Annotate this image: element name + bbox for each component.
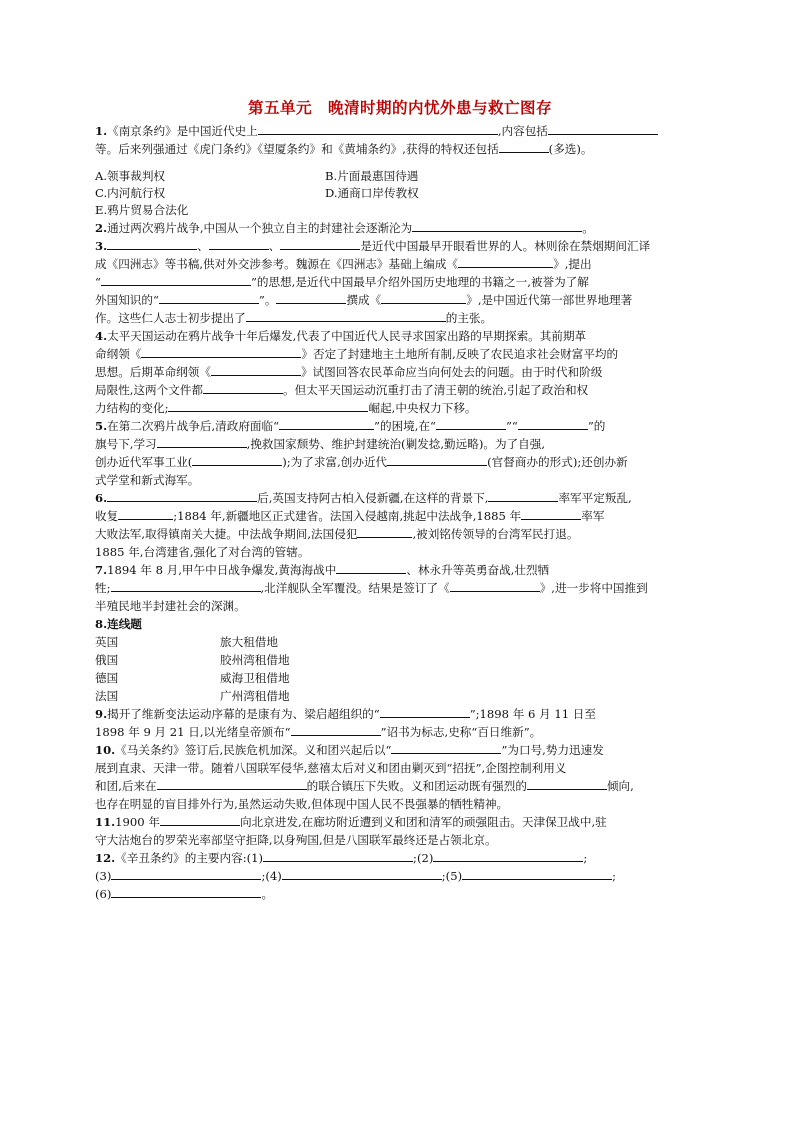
question-text: 》,进一步将中国推到	[539, 581, 648, 595]
page-title: 第五单元 晚清时期的内忧外患与救亡图存	[247, 98, 552, 117]
question-text: 在第二次鸦片战争后,清政府面临“	[107, 419, 280, 433]
question-text: 。	[582, 221, 594, 235]
match-right-item[interactable]: 旅大租借地	[220, 635, 278, 649]
answer-blank[interactable]	[499, 140, 549, 153]
answer-blank[interactable]	[276, 291, 346, 304]
option-e[interactable]: E.鸦片贸易合法化	[95, 203, 189, 217]
question-text: 。	[261, 887, 274, 901]
answer-blank[interactable]	[488, 489, 558, 502]
question-text: 收复	[95, 509, 119, 523]
answer-blank[interactable]	[433, 849, 583, 862]
question-text: );为了求富,创办近代	[282, 455, 388, 469]
question-text: 的主张。	[445, 311, 493, 325]
question-2	[95, 219, 705, 237]
question-number: 3.	[95, 239, 108, 253]
question-text: ,北洋舰队全军覆没。结果是签订了《	[260, 581, 450, 595]
question-text: 《辛丑条约》的主要内容:(1)	[115, 851, 264, 865]
question-text: 局限性,这两个文件都	[95, 383, 204, 397]
question-text: ;	[583, 851, 588, 865]
question-number: 5.	[95, 419, 108, 433]
question-text: ”“	[505, 419, 518, 433]
answer-blank[interactable]	[211, 363, 301, 376]
match-left-item[interactable]: 德国	[95, 671, 119, 685]
answer-blank[interactable]	[111, 579, 261, 592]
question-number: 9.	[95, 707, 108, 721]
question-text: 成《四洲志》等书稿,供对外交涉参考。魏源在《四洲志》基础上编成《	[95, 257, 459, 271]
answer-blank[interactable]	[291, 723, 381, 736]
question-text: 半殖民地半封建社会的深渊。	[95, 599, 246, 613]
question-text: 倾向,	[606, 779, 634, 793]
question-text: 等。后来列强通过《虎门条约》《望厦条约》和《黄埔条约》,获得的特权还包括	[95, 142, 499, 156]
question-text: 《马关条约》签订后,民族危机加深。义和团兴起后以“	[115, 743, 392, 757]
question-text: 的联合镇压下失败。义和团运动既有强烈的	[306, 779, 527, 793]
question-number: 11.	[95, 815, 116, 829]
question-1	[95, 122, 705, 158]
question-text: 大败法军,取得镇南关大捷。中法战争期间,法国侵犯	[95, 527, 358, 541]
question-text: 率军平定叛乱,	[558, 491, 632, 505]
question-label: 连线题	[107, 617, 142, 631]
question-text: 思想。后期革命纲领《	[95, 365, 211, 379]
option-b[interactable]: B.片面最惠国待遇	[325, 169, 419, 183]
question-text: 》否定了封建地主土地所有制,反映了农民追求社会财富平均的	[301, 347, 619, 361]
question-text: (多选)。	[548, 142, 593, 156]
question-text: 1894 年 8 月,甲午中日战争爆发,黄海海战中	[107, 563, 337, 577]
answer-blank[interactable]	[107, 237, 197, 250]
question-11	[95, 813, 705, 849]
question-text: (6)	[95, 887, 112, 901]
question-8	[95, 615, 705, 633]
question-text: 率军	[581, 509, 605, 523]
answer-blank[interactable]	[357, 525, 412, 538]
question-number: 6.	[95, 491, 108, 505]
answer-blank[interactable]	[462, 867, 612, 880]
answer-blank[interactable]	[141, 345, 301, 358]
answer-blank[interactable]	[412, 219, 582, 232]
question-10	[95, 741, 705, 813]
question-number: 8.	[95, 617, 108, 631]
question-text: 、林永升等英勇奋战,壮烈牺	[406, 563, 550, 577]
answer-blank[interactable]	[436, 417, 506, 430]
question-text: ,挽救国家颓势、维护封建统治(剿发捻,勤远略)。为了自强,	[246, 437, 546, 451]
answer-blank[interactable]	[101, 273, 251, 286]
answer-blank[interactable]	[111, 885, 261, 898]
question-text: (3)	[95, 869, 112, 883]
question-text: ”。	[258, 293, 277, 307]
question-text: ;(4)	[261, 869, 282, 883]
question-text: 揭开了维新变法运动序幕的是康有为、梁启超组织的“	[107, 707, 380, 721]
match-right-item[interactable]: 胶州湾租借地	[220, 653, 290, 667]
answer-blank[interactable]	[282, 867, 442, 880]
answer-blank[interactable]	[280, 237, 360, 250]
question-text: ;1884 年,新疆地区正式建省。法国入侵越南,挑起中法战争,1885 年	[173, 509, 522, 523]
question-text: “	[95, 275, 101, 289]
match-right-item[interactable]: 威海卫租借地	[220, 671, 290, 685]
answer-blank[interactable]	[157, 435, 247, 448]
answer-blank[interactable]	[192, 453, 282, 466]
question-text: ”;1898 年 6 月 11 日至	[469, 707, 596, 721]
answer-blank[interactable]	[111, 867, 261, 880]
answer-blank[interactable]	[279, 417, 374, 430]
question-text: 守大沽炮台的罗荣光率部坚守拒降,以身殉国,但是八国联军最终还是占领北京。	[95, 833, 497, 847]
answer-blank[interactable]	[521, 507, 581, 520]
question-text: 1885 年,台湾建省,强化了对台湾的管辖。	[95, 545, 310, 559]
answer-blank[interactable]	[168, 399, 368, 412]
question-text: 外国知识的“	[95, 293, 159, 307]
answer-blank[interactable]	[450, 579, 540, 592]
matching-table	[95, 633, 705, 705]
answer-blank[interactable]	[458, 255, 553, 268]
question-text: 。但太平天国运动沉重打击了清王朝的统治,引起了政治和权	[283, 383, 589, 397]
answer-blank[interactable]	[263, 849, 413, 862]
question-text: 撰成《	[346, 293, 382, 307]
question-text: 》,是中国近代第一部世界地理著	[466, 293, 633, 307]
answer-blank[interactable]	[246, 309, 446, 322]
match-left-item[interactable]: 英国	[95, 635, 119, 649]
question-text: ;	[612, 869, 617, 883]
question-number: 2.	[95, 221, 108, 235]
question-text: ,被刘铭传领导的台湾军民打退。	[412, 527, 579, 541]
question-text: 牲;	[95, 581, 111, 595]
question-text: 旗号下,学习	[95, 437, 157, 451]
question-6	[95, 489, 705, 561]
question-text: 1900 年	[115, 815, 160, 829]
question-text: ;(5)	[441, 869, 463, 883]
question-text: ”诏书为标志,史称“百日维新”。	[380, 725, 542, 739]
q1-options	[95, 168, 705, 219]
answer-blank[interactable]	[157, 777, 307, 790]
match-left-item[interactable]: 俄国	[95, 653, 119, 667]
question-text: 作。这些仁人志士初步提出了	[95, 311, 246, 325]
question-text: 后,英国支持阿古柏入侵新疆,在这样的背景下,	[257, 491, 489, 505]
question-text: 、	[197, 239, 209, 253]
answer-blank[interactable]	[548, 122, 658, 135]
answer-blank[interactable]	[381, 291, 466, 304]
answer-blank[interactable]	[118, 507, 173, 520]
question-text: 命纲领《	[95, 347, 142, 361]
question-9	[95, 705, 705, 741]
answer-blank[interactable]	[209, 237, 269, 250]
question-text: 创办近代军事工业(	[95, 455, 193, 469]
question-text: ,内容包括	[497, 124, 548, 138]
answer-blank[interactable]	[160, 813, 240, 826]
match-left-item[interactable]: 法国	[95, 689, 119, 703]
question-7	[95, 561, 705, 615]
question-12	[95, 849, 705, 903]
question-text: 向北京进发,在廊坊附近遭到义和团和清军的顽强阻击。天津保卫战中,驻	[239, 815, 607, 829]
question-number: 1.	[95, 124, 108, 138]
question-text: (官督商办的形式);还创办新	[487, 455, 628, 469]
answer-blank[interactable]	[391, 741, 501, 754]
question-number: 7.	[95, 563, 108, 577]
answer-blank[interactable]	[258, 122, 498, 135]
question-text: ”的	[587, 419, 606, 433]
question-text: 》试图回答农民革命应当向何处去的问题。由于时代和阶级	[300, 365, 603, 379]
question-3	[95, 237, 705, 327]
match-right-item[interactable]: 广州湾租借地	[220, 689, 290, 703]
answer-blank[interactable]	[107, 489, 257, 502]
question-text: 和团,后来在	[95, 779, 157, 793]
question-number: 10.	[95, 743, 116, 757]
answer-blank[interactable]	[518, 417, 588, 430]
question-5	[95, 417, 705, 489]
question-text: 》,提出	[553, 257, 592, 271]
question-text: ;(2)	[413, 851, 434, 865]
question-text: ”的思想,是近代中国最早介绍外国历史地理的书籍之一,被誉为了解	[250, 275, 589, 289]
answer-blank[interactable]	[527, 777, 607, 790]
question-text: 力结构的变化;	[95, 401, 169, 415]
worksheet-page	[95, 96, 705, 903]
question-text: 式学堂和新式海军。	[95, 473, 200, 487]
question-text: 太平天国运动在鸦片战争十年后爆发,代表了中国近代人民寻求国家出路的早期探索。其前期革	[107, 329, 587, 343]
option-a[interactable]: A.领事裁判权	[95, 169, 166, 183]
question-number: 12.	[95, 851, 116, 865]
question-text: 展到直隶、天津一带。随着八国联军侵华,慈禧太后对义和团由剿灭到“招抚”,企图控制利用义	[95, 761, 567, 775]
question-text: 也存在明显的盲目排外行为,虽然运动失败,但体现中国人民不畏强暴的牺牲精神。	[95, 797, 509, 811]
question-text: 崛起,中央权力下移。	[368, 401, 477, 415]
question-4	[95, 327, 705, 417]
answer-blank[interactable]	[380, 705, 470, 718]
question-number: 4.	[95, 329, 108, 343]
question-text: ”为口号,势力迅速发	[501, 743, 604, 757]
question-text: 1898 年 9 月 21 日,以光绪皇帝颁布“	[95, 725, 291, 739]
answer-blank[interactable]	[203, 381, 283, 394]
question-text: ”的困境,在“	[374, 419, 436, 433]
option-d[interactable]: D.通商口岸传教权	[325, 186, 419, 200]
answer-blank[interactable]	[387, 453, 487, 466]
question-text: 通过两次鸦片战争,中国从一个独立自主的封建社会逐渐沦为	[107, 221, 413, 235]
question-text: 是近代中国最早开眼看世界的人。林则徐在禁烟期间汇译	[360, 239, 651, 253]
question-text: 、	[268, 239, 281, 253]
answer-blank[interactable]	[159, 291, 259, 304]
answer-blank[interactable]	[336, 561, 406, 574]
question-text: 《南京条约》是中国近代史上	[107, 124, 258, 138]
option-c[interactable]: C.内河航行权	[95, 186, 166, 200]
